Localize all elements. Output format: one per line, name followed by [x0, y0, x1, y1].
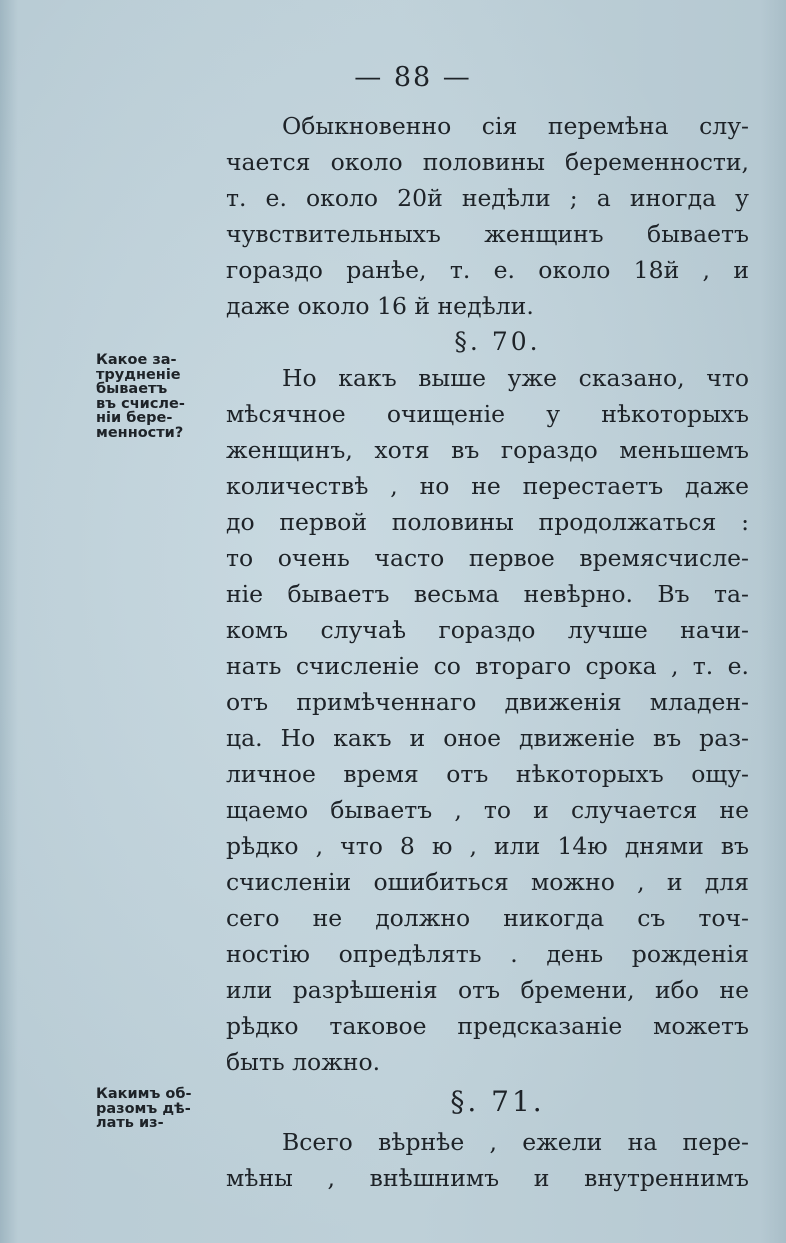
text-line: или разрѣшенія отъ бремени, ибо не — [226, 976, 749, 1004]
text-line: рѣдко , что 8 ю , или 14ю днями въ — [226, 832, 749, 860]
margin-note-pregnancy-counting — [96, 353, 222, 440]
section-heading-71: §. 71. — [450, 1085, 545, 1118]
text-line: Всего вѣрнѣе , ежели на пере- — [282, 1128, 749, 1156]
text-line: нать счисленіе со втораго срока , т. е. — [226, 652, 749, 680]
margin-note-line: Какое за- — [96, 352, 177, 368]
text-line: ніе бываетъ весьма невѣрно. Въ та- — [226, 580, 749, 608]
text-line: счисленіи ошибиться можно , и для — [226, 868, 749, 896]
margin-note-line: разомъ дѣ- — [96, 1100, 191, 1117]
text-line: сего не должно никогда съ точ- — [226, 904, 749, 932]
text-line: количествѣ , но не перестаетъ даже — [226, 472, 749, 500]
text-line: щаемо бываетъ , то и случается не — [226, 796, 749, 824]
text-line: мѣсячное очищеніе у нѣкоторыхъ — [226, 400, 749, 428]
text-line: даже около 16 й недѣли. — [226, 292, 534, 320]
text-line: Но какъ выше уже сказано, что — [282, 364, 749, 392]
text-line: ца. Но какъ и оное движеніе въ раз- — [226, 724, 749, 752]
text-line: чувствительныхъ женщинъ бываетъ — [226, 220, 749, 248]
section-heading-70: §. 70. — [454, 327, 541, 356]
page-number: — 88 — — [354, 62, 472, 93]
text-line: быть ложно. — [226, 1048, 381, 1076]
text-line: то очень часто первое времясчисле- — [226, 544, 749, 572]
text-line: женщинъ, хотя въ гораздо меньшемъ — [226, 436, 749, 464]
margin-note-method — [96, 1087, 222, 1131]
margin-note-line: ніи бере- — [96, 410, 173, 426]
margin-note-line: менности? — [96, 424, 184, 441]
text-line: отъ примѣченнаго движенія младен- — [226, 688, 749, 716]
margin-note-line: бываетъ — [96, 381, 168, 397]
text-line: до первой половины продолжаться : — [226, 508, 749, 536]
text-line: т. е. около 20й недѣли ; а иногда у — [226, 184, 749, 212]
text-line: рѣдко таковое предсказаніе можетъ — [226, 1012, 749, 1040]
text-line: личное время отъ нѣкоторыхъ ощу- — [226, 760, 749, 788]
margin-note-line: Какимъ об- — [96, 1086, 192, 1102]
margin-note-line: лать из- — [96, 1115, 164, 1131]
text-line: мѣны , внѣшнимъ и внутреннимъ — [226, 1164, 749, 1192]
margin-note-line: въ счисле- — [96, 395, 185, 412]
margin-note-line: трудненіе — [96, 366, 181, 383]
body-text — [226, 108, 749, 1196]
text-line: гораздо ранѣе, т. е. около 18й , и — [226, 256, 749, 284]
text-line: Обыкновенно сія перемѣна слу- — [282, 112, 749, 140]
text-line: комъ случаѣ гораздо лучше начи- — [226, 616, 749, 644]
text-line: чается около половины беременности, — [226, 148, 749, 176]
text-line: ностію опредѣлять . день рожденія — [226, 940, 749, 968]
